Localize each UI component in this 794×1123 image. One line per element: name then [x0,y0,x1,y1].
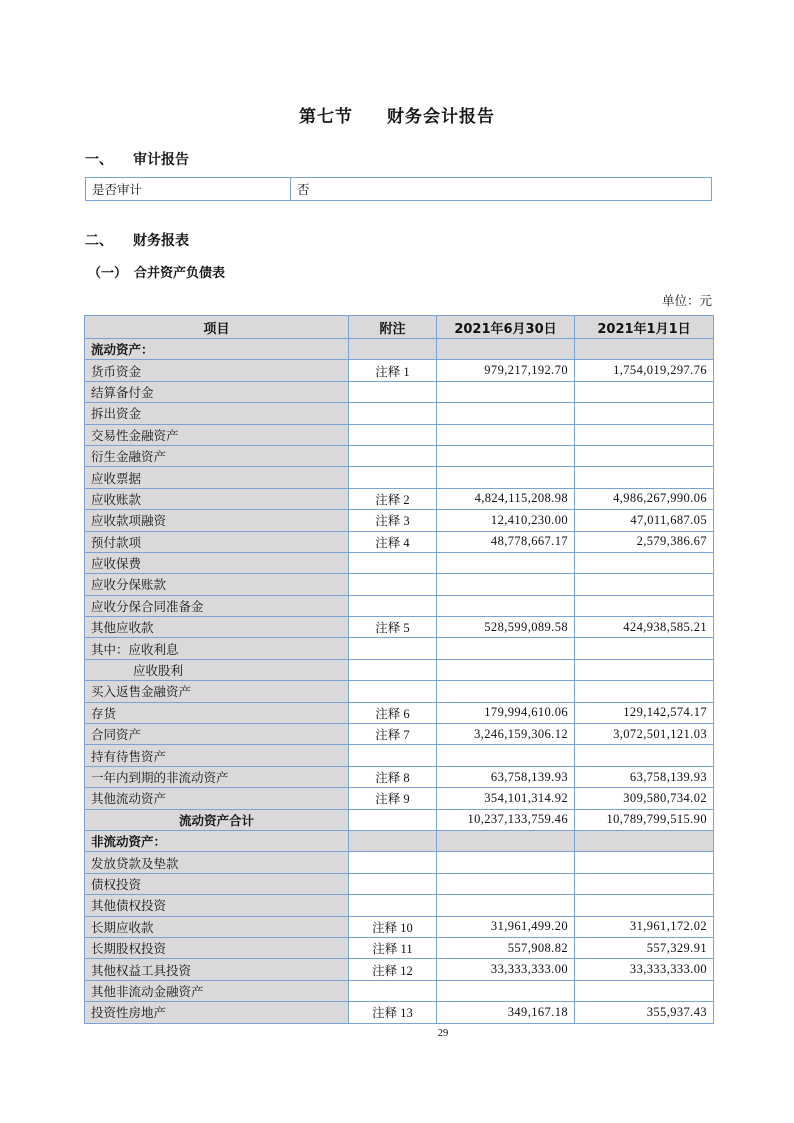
cell-value-prior [575,595,714,616]
cell-value-current [437,403,575,424]
cell-value-prior: 33,333,333.00 [575,959,714,980]
table-row [85,980,714,1001]
table-row [85,360,714,381]
cell-value-current [437,830,575,851]
table-row [85,488,714,509]
audit-table [85,177,712,201]
table-row [85,467,714,488]
cell-value-prior: 129,142,574.17 [575,702,714,723]
cell-value-prior: 1,754,019,297.76 [575,360,714,381]
section-number: 二、 [85,233,113,249]
cell-value-prior: 309,580,734.02 [575,788,714,809]
cell-item: 其他非流动金融资产 [85,980,349,1001]
table-row [85,617,714,638]
cell-value-prior [575,574,714,595]
page-title-text: 财务会计报告 [387,107,495,127]
cell-value-current [437,745,575,766]
cell-note: 注释 6 [349,702,437,723]
cell-item: 债权投资 [85,873,349,894]
cell-note [349,638,437,659]
cell-item: 流动资产合计 [85,809,349,830]
cell-note: 注释 7 [349,724,437,745]
cell-note: 注释 4 [349,531,437,552]
cell-value-current [437,873,575,894]
cell-note [349,659,437,680]
cell-value-current: 354,101,314.92 [437,788,575,809]
subsection-number: （一） [88,266,128,281]
cell-item: 货币资金 [85,360,349,381]
section-number: 一、 [85,152,113,168]
cell-value-prior [575,830,714,851]
cell-value-prior [575,895,714,916]
section-title: 审计报告 [133,152,189,168]
cell-item: 预付款项 [85,531,349,552]
cell-value-current [437,381,575,402]
table-row [85,724,714,745]
cell-value-current: 31,961,499.20 [437,916,575,937]
cell-item: 长期应收款 [85,916,349,937]
cell-value-prior [575,467,714,488]
cell-item: 其他权益工具投资 [85,959,349,980]
table-row [85,702,714,723]
table-row [85,745,714,766]
cell-value-prior [575,745,714,766]
cell-value-prior: 3,072,501,121.03 [575,724,714,745]
cell-note: 注释 3 [349,510,437,531]
cell-note [349,809,437,830]
cell-value-current [437,574,575,595]
cell-item: 流动资产： [85,339,349,360]
cell-note: 注释 12 [349,959,437,980]
table-row [85,403,714,424]
cell-value-current [437,445,575,466]
cell-note [349,552,437,573]
page-title-section-number: 第七节 [299,107,353,127]
cell-item: 应收款项融资 [85,510,349,531]
cell-item: 其中：应收利息 [85,638,349,659]
cell-value-current [437,339,575,360]
cell-value-prior [575,445,714,466]
table-row [85,788,714,809]
cell-note [349,830,437,851]
cell-item: 交易性金融资产 [85,424,349,445]
cell-value-current: 4,824,115,208.98 [437,488,575,509]
cell-item: 其他债权投资 [85,895,349,916]
cell-value-prior: 424,938,585.21 [575,617,714,638]
cell-item: 应收账款 [85,488,349,509]
cell-item: 买入返售金融资产 [85,681,349,702]
cell-value-prior [575,339,714,360]
cell-item: 拆出资金 [85,403,349,424]
cell-value-prior: 4,986,267,990.06 [575,488,714,509]
table-row [85,681,714,702]
table-row [85,766,714,787]
section-title: 财务报表 [133,233,189,249]
cell-value-current: 179,994,610.06 [437,702,575,723]
table-row [85,873,714,894]
cell-value-prior: 10,789,799,515.90 [575,809,714,830]
table-row [85,895,714,916]
cell-value-current [437,467,575,488]
table-row [85,381,714,402]
subsection-heading-balance-sheet [88,262,225,281]
cell-value-prior: 31,961,172.02 [575,916,714,937]
table-row [85,574,714,595]
cell-value-prior [575,638,714,659]
cell-value-current: 63,758,139.93 [437,766,575,787]
cell-item: 长期股权投资 [85,937,349,958]
cell-item: 存货 [85,702,349,723]
cell-value-current [437,595,575,616]
cell-item: 应收保费 [85,552,349,573]
cell-item: 其他应收款 [85,617,349,638]
table-row [85,510,714,531]
cell-value-prior: 355,937.43 [575,1002,714,1023]
cell-value-prior [575,381,714,402]
page-number: 29 [437,1028,449,1039]
cell-note: 注释 10 [349,916,437,937]
cell-note [349,980,437,1001]
audit-label-cell: 是否审计 [86,178,291,201]
cell-item: 合同资产 [85,724,349,745]
cell-value-current: 979,217,192.70 [437,360,575,381]
cell-note [349,467,437,488]
cell-value-prior [575,980,714,1001]
cell-note [349,424,437,445]
cell-item: 发放贷款及垫款 [85,852,349,873]
table-row [85,595,714,616]
balance-sheet-body [85,339,714,1024]
table-row [85,1002,714,1023]
section-heading-statements [85,230,189,250]
cell-value-prior [575,873,714,894]
cell-note [349,574,437,595]
cell-value-current: 557,908.82 [437,937,575,958]
cell-value-prior [575,659,714,680]
cell-value-prior [575,852,714,873]
cell-item: 结算备付金 [85,381,349,402]
cell-note [349,445,437,466]
cell-note [349,895,437,916]
cell-note [349,381,437,402]
table-row [86,178,712,201]
cell-value-current: 12,410,230.00 [437,510,575,531]
cell-value-current: 528,599,089.58 [437,617,575,638]
cell-value-current [437,424,575,445]
cell-value-current [437,852,575,873]
cell-note [349,873,437,894]
cell-value-current: 33,333,333.00 [437,959,575,980]
cell-item: 衍生金融资产 [85,445,349,466]
table-header-row [85,316,714,339]
table-row [85,937,714,958]
cell-value-current: 3,246,159,306.12 [437,724,575,745]
cell-note: 注释 13 [349,1002,437,1023]
cell-value-current [437,638,575,659]
cell-note [349,745,437,766]
table-row [85,916,714,937]
cell-item: 应收分保合同准备金 [85,595,349,616]
balance-sheet-table [84,315,714,1024]
table-row [85,552,714,573]
cell-value-prior [575,552,714,573]
cell-value-prior: 2,579,386.67 [575,531,714,552]
table-row [85,531,714,552]
table-row [85,959,714,980]
audit-value-cell: 否 [291,178,712,201]
table-row [85,339,714,360]
header-cell-item: 项目 [85,316,349,339]
cell-item: 非流动资产： [85,830,349,851]
cell-note [349,681,437,702]
header-cell-date-prior: 2021年1月1日 [575,316,714,339]
header-cell-note: 附注 [349,316,437,339]
cell-note: 注释 11 [349,937,437,958]
table-row [85,830,714,851]
cell-item: 其他流动资产 [85,788,349,809]
cell-note [349,595,437,616]
table-row [85,445,714,466]
page-title [0,102,794,127]
cell-note [349,403,437,424]
cell-value-current [437,659,575,680]
subsection-title: 合并资产负债表 [134,266,226,281]
cell-value-current [437,980,575,1001]
cell-value-current: 48,778,667.17 [437,531,575,552]
cell-item: 持有待售资产 [85,745,349,766]
cell-value-prior [575,681,714,702]
cell-value-prior: 557,329.91 [575,937,714,958]
cell-value-prior [575,424,714,445]
cell-item: 应收票据 [85,467,349,488]
cell-note: 注释 8 [349,766,437,787]
cell-note: 注释 9 [349,788,437,809]
cell-note: 注释 2 [349,488,437,509]
cell-value-current: 349,167.18 [437,1002,575,1023]
cell-note: 注释 1 [349,360,437,381]
cell-value-prior: 47,011,687.05 [575,510,714,531]
unit-label: 单位：元 [661,294,712,308]
cell-value-current [437,895,575,916]
table-row [85,659,714,680]
cell-item: 应收分保账款 [85,574,349,595]
table-row [85,424,714,445]
section-heading-audit [85,149,189,169]
cell-value-prior [575,403,714,424]
cell-value-current [437,552,575,573]
cell-item: 应收股利 [85,659,349,680]
table-row [85,852,714,873]
cell-value-prior: 63,758,139.93 [575,766,714,787]
cell-note [349,339,437,360]
cell-value-current: 10,237,133,759.46 [437,809,575,830]
cell-note: 注释 5 [349,617,437,638]
cell-value-current [437,681,575,702]
table-row [85,638,714,659]
cell-item: 投资性房地产 [85,1002,349,1023]
cell-item: 一年内到期的非流动资产 [85,766,349,787]
cell-note [349,852,437,873]
table-row [85,809,714,830]
header-cell-date-current: 2021年6月30日 [437,316,575,339]
